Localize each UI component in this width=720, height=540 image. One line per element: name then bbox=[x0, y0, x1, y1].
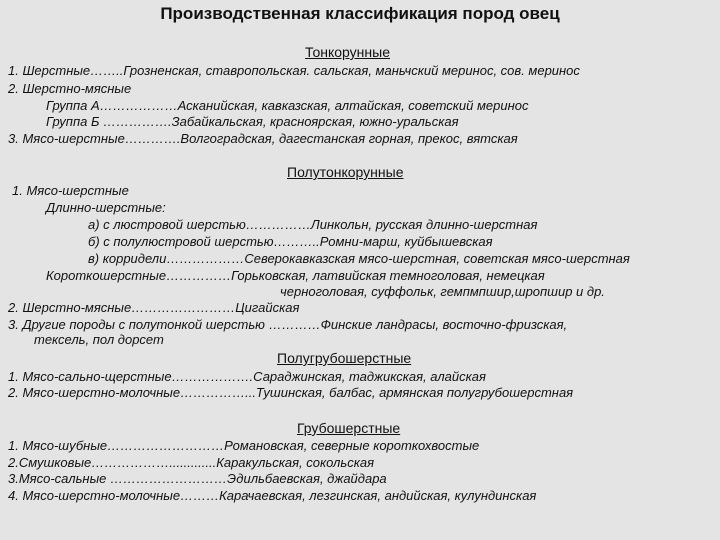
fine-wool-line-3: Группа А………………Асканийская, кавказская, алтайская, советский меринос bbox=[46, 98, 529, 113]
fine-wool-line-4: Группа Б …………….Забайкальская, красноярская, южно-уральская bbox=[46, 114, 459, 129]
coarse-line-2: 2.Смушковые……………….............Каракульская, сокольская bbox=[8, 455, 375, 470]
coarse-line-3: 3.Мясо-сальные ………………………Эдильбаевская, джайдара bbox=[8, 471, 387, 486]
fine-wool-line-2: 2. Шерстно-мясные bbox=[8, 81, 132, 96]
semi-fine-line-5: в) корридели………………Северокавказская мясо-шерстная, советская мясо-шерстная bbox=[88, 251, 630, 266]
fine-wool-line-1: 1. Шерстные……..Грозненская, ставропольская. сальская, маньчский меринос, сов. меринос bbox=[8, 63, 580, 78]
semi-coarse-line-1: 1. Мясо-сально-щерстные……………….Сараджинская, таджикская, алайская bbox=[8, 369, 486, 384]
semi-fine-line-9: 3. Другие породы с полутонкой шерстью …………Финские ландрасы, восточно-фризская, bbox=[8, 317, 568, 332]
semi-fine-line-10: тексель, пол дорсет bbox=[34, 332, 164, 347]
section-heading-semi-fine-wool: Полутонкорунные bbox=[287, 164, 404, 180]
coarse-line-1: 1. Мясо-шубные………………………Романовская, северные короткохвостые bbox=[8, 438, 480, 453]
semi-fine-line-1: 1. Мясо-шерстные bbox=[12, 183, 129, 198]
section-heading-semi-coarse: Полугрубошерстные bbox=[277, 350, 412, 366]
semi-fine-line-6: Короткошерстные……………Горьковская, латвийская темноголовая, немецкая bbox=[46, 268, 545, 283]
page-title: Производственная классификация пород овец bbox=[160, 4, 560, 23]
section-heading-coarse: Грубошерстные bbox=[297, 420, 401, 436]
semi-fine-line-7: черноголовая, суффольк, гемпмпшир,шропшир и др. bbox=[280, 284, 605, 299]
section-heading-fine-wool: Тонкорунные bbox=[305, 44, 390, 60]
semi-fine-line-3: а) с люстровой шерстью……………Линкольн, русская длинно-шерстная bbox=[88, 217, 538, 232]
fine-wool-line-5: 3. Мясо-шерстные………….Волгоградская, дагестанская горная, прекос, вятская bbox=[8, 131, 518, 146]
semi-fine-line-4: б) с полулюстровой шерстью………..Ромни-марш, куйбышевская bbox=[88, 234, 493, 249]
semi-fine-line-8: 2. Шерстно-мясные……………………Цигайская bbox=[8, 300, 300, 315]
semi-coarse-line-2: 2. Мясо-шерстно-молочные……………...Тушинская, балбас, армянская полугрубошерстная bbox=[8, 385, 574, 400]
coarse-line-4: 4. Мясо-шерстно-молочные………Карачаевская, лезгинская, андийская, кулундинская bbox=[8, 488, 537, 503]
semi-fine-line-2: Длинно-шерстные: bbox=[46, 200, 166, 215]
